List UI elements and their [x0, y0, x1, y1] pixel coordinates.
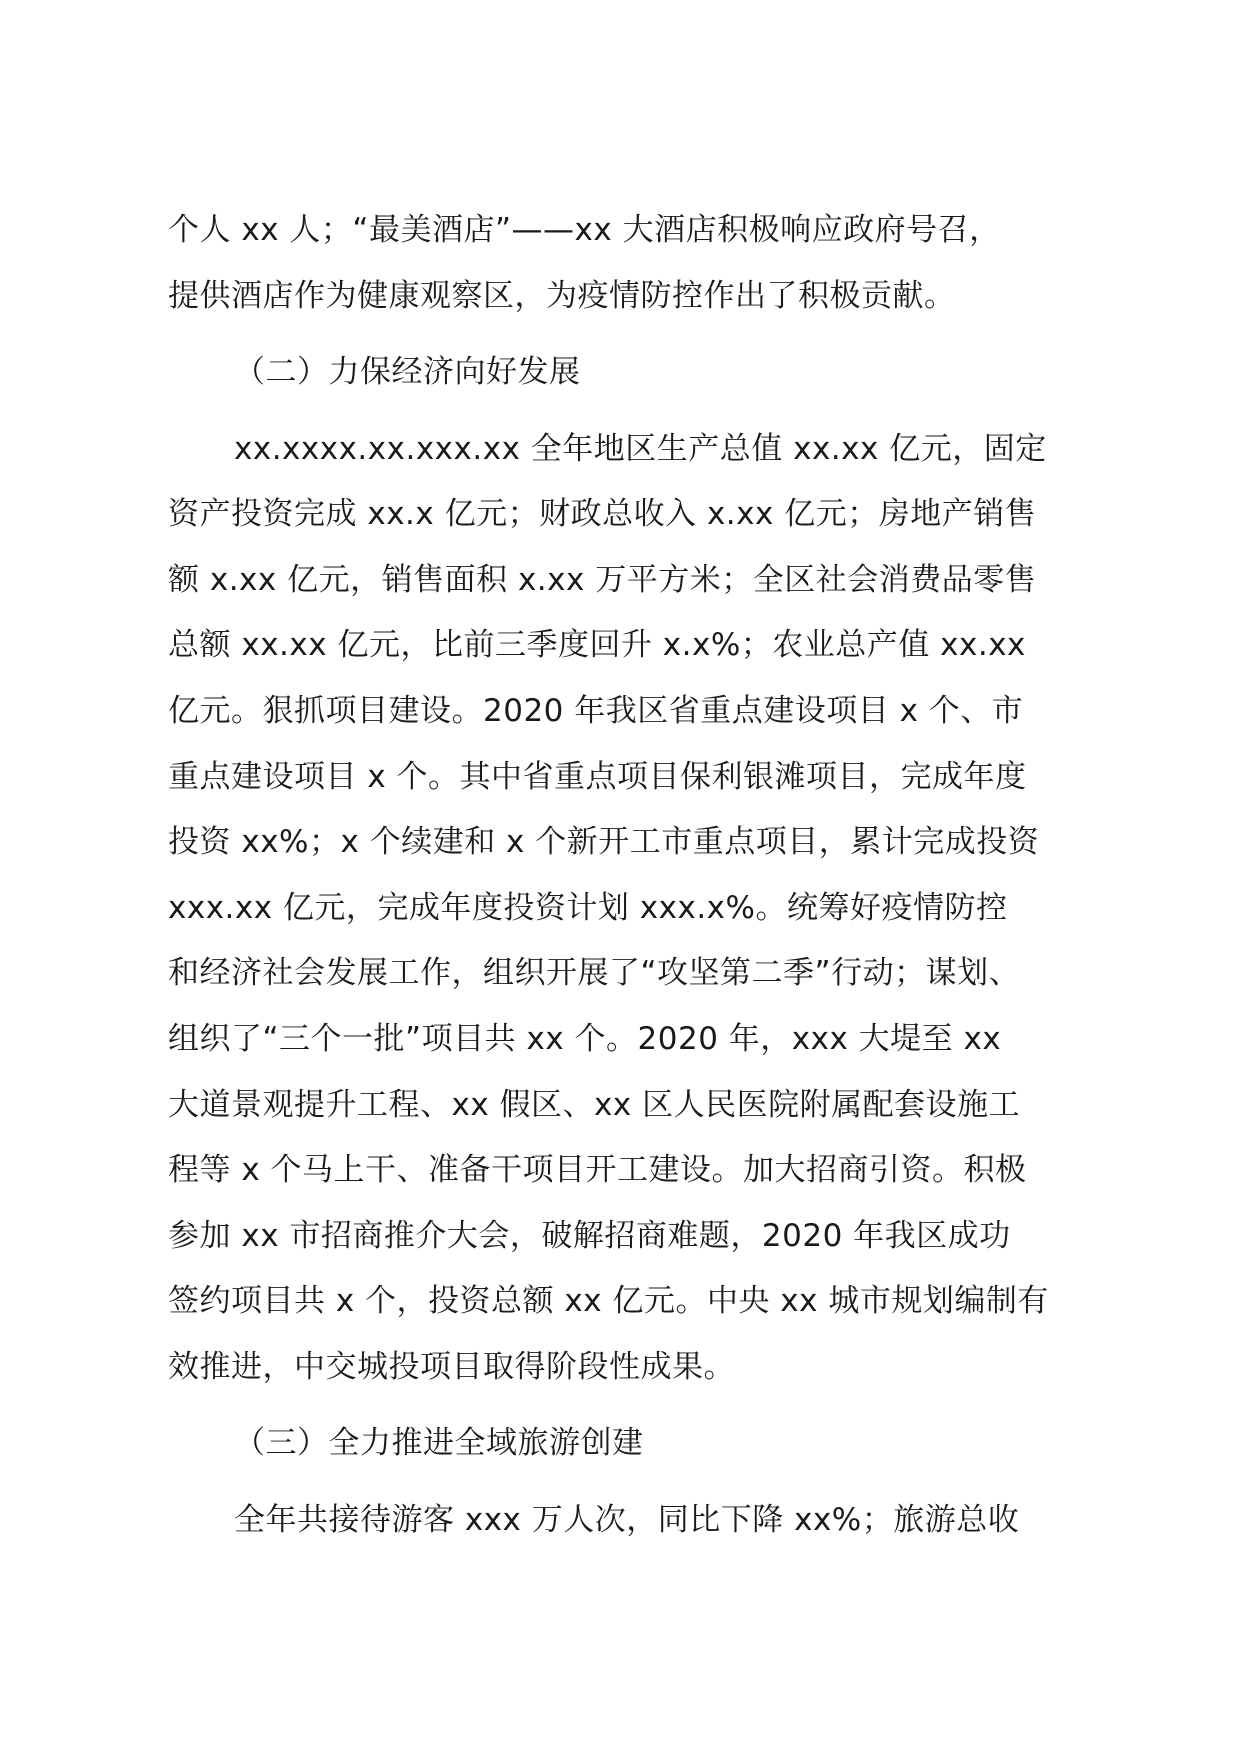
- body-text-line: 参加 xx 市招商推介大会，破解招商难题，2020 年我区成功: [168, 1218, 1011, 1254]
- body-text-line: 额 x.xx 亿元，销售面积 x.xx 万平方米；全区社会消费品零售: [168, 562, 1037, 598]
- body-text-line: 亿元。狠抓项目建设。2020 年我区省重点建设项目 x 个、市: [168, 693, 1024, 729]
- body-text-line: 大道景观提升工程、xx 假区、xx 区人民医院附属配套设施工: [168, 1087, 1021, 1123]
- section-heading-2: （二）力保经济向好发展: [234, 354, 581, 390]
- body-text-line: 程等 x 个马上干、准备干项目开工建设。加大招商引资。积极: [168, 1152, 1027, 1188]
- body-text-line: xxx.xx 亿元，完成年度投资计划 xxx.x%。统筹好疫情防控: [168, 890, 1008, 926]
- body-text-line: 总额 xx.xx 亿元，比前三季度回升 x.x%；农业总产值 xx.xx: [168, 627, 1026, 663]
- paragraph-first-line: 全年共接待游客 xxx 万人次，同比下降 xx%；旅游总收: [234, 1502, 1020, 1538]
- body-text-line: 效推进，中交城投项目取得阶段性成果。: [168, 1349, 735, 1385]
- body-text-line: 重点建设项目 x 个。其中省重点项目保利银滩项目，完成年度: [168, 759, 1027, 795]
- body-text-line: 签约项目共 x 个，投资总额 xx 亿元。中央 xx 城市规划编制有: [168, 1283, 1049, 1319]
- section-heading-3: （三）全力推进全域旅游创建: [234, 1425, 644, 1461]
- body-text-line: 和经济社会发展工作，组织开展了“攻坚第二季”行动；谋划、: [168, 955, 1021, 991]
- body-text-line: 投资 xx%；x 个续建和 x 个新开工市重点项目，累计完成投资: [168, 824, 1040, 860]
- body-text-line: 提供酒店作为健康观察区，为疫情防控作出了积极贡献。: [168, 278, 956, 314]
- body-text-line: 组织了“三个一批”项目共 xx 个。2020 年，xxx 大堤至 xx: [168, 1021, 1002, 1057]
- paragraph-first-line: xx.xxxx.xx.xxx.xx 全年地区生产总值 xx.xx 亿元，固定: [234, 431, 1047, 467]
- body-text-line: 资产投资完成 xx.x 亿元；财政总收入 x.xx 亿元；房地产销售: [168, 496, 1037, 532]
- body-text-line: 个人 xx 人；“最美酒店”——xx 大酒店积极响应政府号召，: [168, 212, 1001, 248]
